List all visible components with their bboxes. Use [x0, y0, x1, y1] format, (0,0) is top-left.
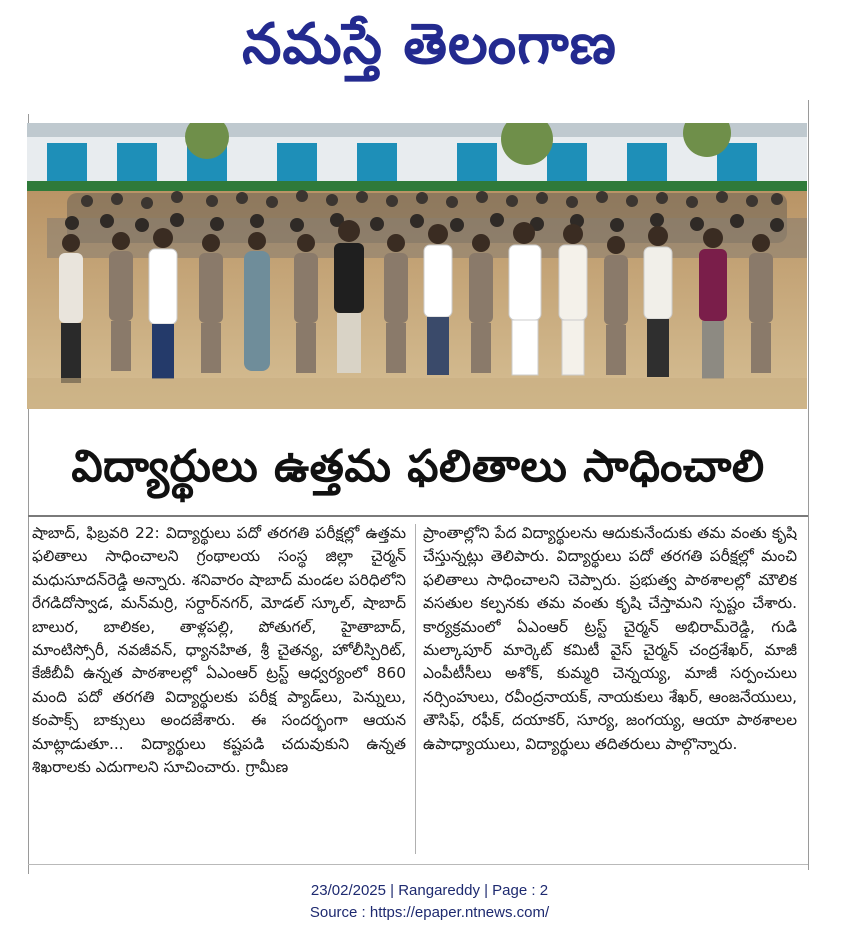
column-separator [415, 524, 416, 854]
footer-source: Source : https://epaper.ntnews.com/ [309, 904, 550, 921]
footer-divider [28, 864, 808, 865]
headline-text: విద్యార్థులు ఉత్తమ ఫలితాలు సాధించాలి [71, 441, 765, 492]
article-column-right: ప్రాంతాల్లోని పేద విద్యార్థులను ఆదుకునేందుకు తమ వంతు కృషి చేస్తున్నట్లు తెలిపారు. విద్యార్థులు పదో తరగతి పరీక్షల్లో మంచి ఫలితాలు సాధించాలని చెప్పారు. ప్రభుత్వ పాఠశాలల్లో మౌలిక వసతుల కల్పనకు తమ వంతు కృషి చేస్తామని స్పష్టం చేశారు. కార్యక్రమంలో ఏఎంఆర్ ట్రస్ట్ చైర్మన్ అభిరామ్‌రెడ్డి, గుడి మల్కాపూర్ మార్కెట్ కమిటీ వైస్ చైర్మన్ చంద్రశేఖర్, మాజీ ఎంపీటీసీలు అశోక్, కుమ్మరి చెన్నయ్య, మాజీ సర్పంచులు నర్సింహులు, రవీంద్రనాయక్, నాయకులు శేఖర్, ఆంజనేయులు, తౌసిఫ్, రఫీక్, దయాకర్, సూర్య, జంగయ్య, ఆయా పాఠశాలల ఉపాధ్యాయులు, విద్యార్థులు తదితరులు పాల్గొన్నారు. [423, 524, 797, 753]
frame-border-right [808, 100, 809, 870]
article-headline [28, 428, 808, 506]
headline-divider [28, 515, 808, 517]
group-photo-illustration [27, 123, 807, 409]
masthead-title: నమస్తే తెలంగాణ [242, 11, 617, 77]
masthead-logo [0, 6, 859, 86]
article-column-left: షాబాద్, ఫిబ్రవరి 22: విద్యార్థులు పదో తరగతి పరీక్షల్లో ఉత్తమ ఫలితాలు సాధించాలని గ్రంథాలయ సంస్థ జిల్లా చైర్మన్ మధుసూదన్‌రెడ్డి అన్నారు. శనివారం షాబాద్ మండల పరిధిలోని రేగడిదోస్వాడ, మన్‌మర్రి, సర్దార్‌నగర్, మోడల్ స్కూల్, షాబాద్ బాలుర, బాలికల, తాళ్లపల్లి, పోతుగల్, హైతాబాద్, మాంటిస్సోరీ, నవజీవన్, ధ్యానహిత, శ్రీ చైతన్య, హోలీస్పిరిట్, కేజీబీవీ ఉన్నత పాఠశాలల్లో ఏఎంఆర్ ట్రస్ట్ ఆధ్వర్యంలో 860 మంది పదో తరగతి విద్యార్థులకు పరీక్ష ప్యాడ్‌లు, పెన్నులు, కంపాక్స్ బాక్సులు అందజేశారు. ఈ సందర్భంగా ఆయన మాట్లాడుతూ... విద్యార్థులు కష్టపడి చదువుకుని ఉన్నత శిఖరాలకు ఎదుగాలని సూచించారు. గ్రామీణ [32, 524, 406, 777]
footer-date-edition: 23/02/2025 | Rangareddy | Page : 2 [310, 882, 549, 899]
article-photo [27, 123, 807, 409]
